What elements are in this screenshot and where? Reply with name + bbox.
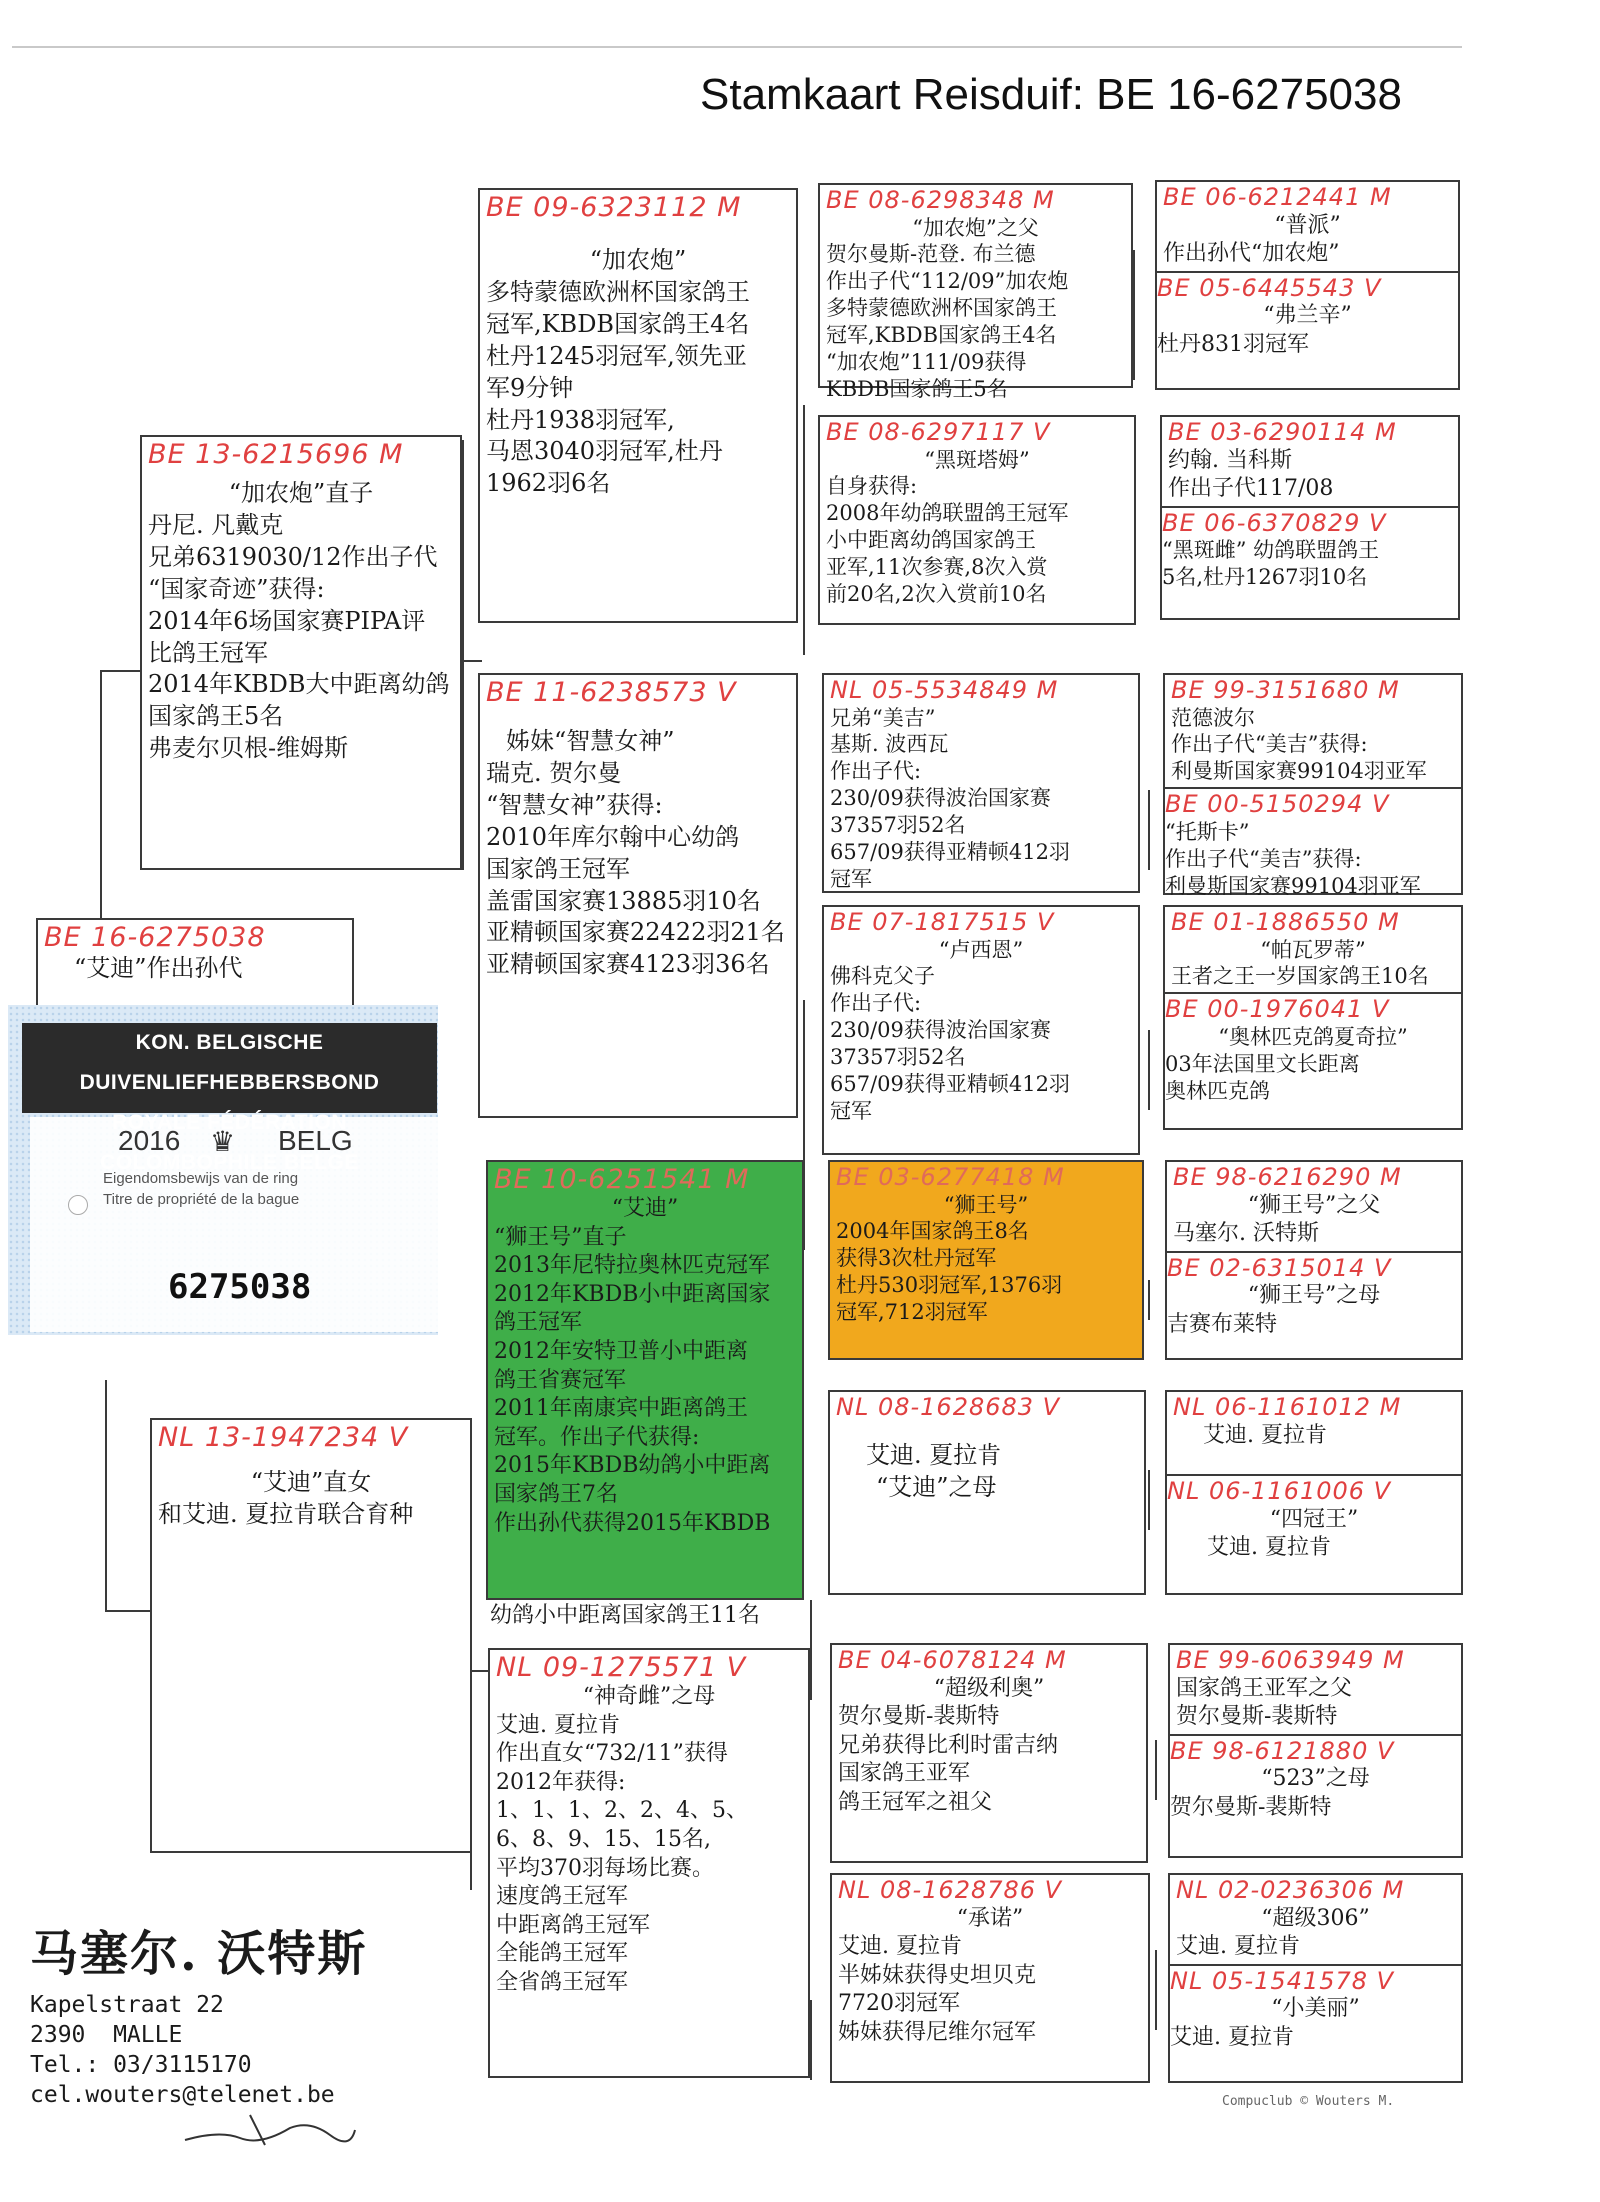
breeder-address [30, 1990, 335, 2110]
punch-hole [68, 1195, 88, 1215]
g3b-line: 利曼斯国家赛99104羽亚军 [1165, 873, 1421, 898]
ss-line: 军9分钟 [486, 373, 574, 402]
dss-line: 获得3次杜丹冠军 [836, 1246, 997, 1271]
g7b-line: “523”之母 [1261, 1766, 1370, 1792]
dds-box [830, 1643, 1148, 1863]
connector [1133, 250, 1135, 380]
dds-line: 国家鸽王亚军 [838, 1761, 971, 1787]
card-text2: Titre de propriété de la bague [103, 1191, 300, 1208]
breeder-name: 马塞尔. 沃特斯 [30, 1926, 368, 1982]
connector [462, 440, 464, 870]
sire-line: 比鸽王冠军 [148, 638, 268, 667]
g8a-line: 艾迪. 夏拉肯 [1176, 1934, 1300, 1960]
sdd-line: 657/09获得亚精顿412羽 [830, 1071, 1070, 1096]
g1a-line: “普派” [1274, 212, 1341, 238]
sd-line: 瑞克. 贺尔曼 [486, 758, 622, 787]
subject-note: “艾迪”作出孙代 [74, 954, 243, 983]
dd-line: 速度鸽王冠军 [496, 1884, 629, 1910]
sds-line: 基斯. 波西瓦 [830, 732, 949, 757]
sds-line: 37357羽52名 [830, 813, 966, 838]
sss-line: 冠军,KBDB国家鸽王4名 [826, 323, 1057, 348]
g4a-ring: BE 01-1886550 M [1171, 908, 1400, 936]
dss-line: 杜丹530羽冠军,1376羽 [836, 1273, 1063, 1298]
g6a-ring: NL 06-1161012 M [1173, 1393, 1402, 1421]
sss-box [818, 183, 1133, 401]
dss-line: 冠军,712羽冠军 [836, 1300, 988, 1325]
dd-line: 作出直女“732/11”获得 [496, 1741, 728, 1767]
ss-line: 杜丹1938羽冠军, [486, 405, 675, 434]
g6b-line: “四冠王” [1269, 1506, 1359, 1532]
sds-line: 兄弟“美吉” [830, 705, 936, 730]
g4a-line: 王者之王一岁国家鸽王10名 [1171, 964, 1429, 989]
sds-line: 作出子代: [830, 759, 922, 784]
connector [1155, 1740, 1157, 1800]
sss-line: 贺尔曼斯-范登. 布兰德 [826, 242, 1036, 267]
g2a-ring: BE 03-6290114 M [1168, 418, 1397, 446]
ss-line: 1962羽6名 [486, 469, 611, 498]
dd-ring: NL 09-1275571 V [496, 1652, 747, 1683]
sd-line: 盖雷国家赛13885羽10名 [486, 886, 761, 915]
g7b-ring: BE 98-6121880 V [1170, 1736, 1395, 1765]
dsd-ring: NL 08-1628683 V [836, 1393, 1061, 1421]
crown-icon: ♛ [210, 1125, 236, 1158]
ds-line: 2012年KBDB小中距离国家 [494, 1281, 771, 1307]
ds-line: 鸽王省赛冠军 [494, 1367, 627, 1393]
page-title: Stamkaart Reisduif: BE 16-6275038 [700, 70, 1402, 119]
g8b-ring: NL 05-1541578 V [1170, 1966, 1395, 1995]
connector [810, 1600, 812, 1700]
g1a-ring: BE 06-6212441 M [1163, 183, 1392, 211]
sire-line: “加农炮”直子 [228, 479, 374, 508]
ring-certificate-card [8, 1005, 438, 1335]
dss-ring: BE 03-6277418 M [836, 1163, 1065, 1191]
connector [1148, 790, 1150, 870]
sire-line: 2014年KBDB大中距离幼鸽 [148, 670, 450, 699]
sds-line: 冠军 [830, 866, 872, 891]
ds-line: 2012年安特卫普小中距离 [494, 1339, 748, 1365]
sdd-box [822, 905, 1140, 1155]
dd-line: 全省鸽王冠军 [496, 1969, 629, 1995]
g3b-ring: BE 00-5150294 V [1165, 790, 1390, 819]
g5a-line: 马塞尔. 沃特斯 [1173, 1221, 1319, 1247]
sdd-line: 37357羽52名 [830, 1045, 966, 1070]
g4b-ring: BE 00-1976041 V [1165, 995, 1390, 1024]
sdd-ring: BE 07-1817515 V [830, 908, 1055, 936]
sss-ring: BE 08-6298348 M [826, 186, 1055, 214]
sd-line: 国家鸽王冠军 [486, 854, 630, 883]
g4a-line: “帕瓦罗蒂” [1260, 937, 1366, 962]
dss-line: 2004年国家鸽王8名 [836, 1219, 1029, 1244]
g2a-line: 作出子代117/08 [1168, 476, 1334, 502]
dd-line: 1、1、1、2、2、4、5、 [496, 1798, 748, 1824]
dsd-line: “艾迪”之母 [876, 1472, 997, 1501]
dds-ring: BE 04-6078124 M [838, 1646, 1067, 1674]
dam-line: 和艾迪. 夏拉肯联合育种 [158, 1499, 414, 1528]
ss-ring: BE 09-6323112 M [486, 192, 742, 223]
dd-line: “神奇雌”之母 [582, 1684, 716, 1710]
g5a-line: “狮王号”之父 [1247, 1192, 1381, 1218]
g7b-line: 贺尔曼斯-裴斯特 [1170, 1794, 1332, 1820]
ssd-line: 亚军,11次参赛,8次入赏 [826, 555, 1048, 580]
dam-ring: NL 13-1947234 V [158, 1422, 409, 1453]
sire-line: 国家鸽王5名 [148, 702, 284, 731]
dd-line: 中距离鸽王冠军 [496, 1912, 651, 1938]
g2b-line: 5名,杜丹1267羽10名 [1162, 565, 1368, 590]
sire-line: 丹尼. 凡戴克 [148, 510, 284, 539]
ds-line: 2015年KBDB幼鸽小中距离 [494, 1453, 771, 1479]
ds-ring: BE 10-6251541 M [494, 1164, 750, 1195]
sire-line: 兄弟6319030/12作出子代 [148, 542, 438, 571]
dd-line: 2012年获得: [496, 1769, 626, 1795]
g2a-line: 约翰. 当科斯 [1168, 447, 1292, 473]
g3a-line: 作出子代“美吉”获得: [1171, 732, 1368, 757]
subject-ring: BE 16-6275038 [44, 922, 266, 953]
ddd-box [830, 1873, 1150, 2083]
sire-line: 弗麦尔贝根-维姆斯 [148, 734, 349, 763]
g7a-line: 贺尔曼斯-裴斯特 [1176, 1704, 1338, 1730]
ds-line: 冠军。作出子代获得: [494, 1424, 700, 1450]
dd-line: 艾迪. 夏拉肯 [496, 1712, 620, 1738]
sd-line: 亚精顿国家赛4123羽36名 [486, 950, 770, 979]
sss-line: “加农炮”111/09获得 [826, 349, 1027, 374]
sdd-line: 230/09获得波治国家赛 [830, 1018, 1051, 1043]
ds-line: 2013年尼特拉奥林匹克冠军 [494, 1253, 770, 1279]
sd-box [478, 673, 798, 1118]
top-rule [12, 46, 1462, 48]
ddd-line: 姊妹获得尼维尔冠军 [838, 2019, 1037, 2045]
connector [810, 2000, 812, 2080]
ddd-line: 半姊妹获得史坦贝克 [838, 1962, 1037, 1988]
ds-line: “狮王号”直子 [494, 1224, 627, 1250]
ddd-line: “承诺” [956, 1905, 1024, 1931]
ds-line: “艾迪” [611, 1196, 679, 1222]
g3b-line: 作出子代“美吉”获得: [1165, 846, 1362, 871]
g1-box [1155, 180, 1460, 390]
g8-box [1168, 1873, 1463, 2083]
ddd-ring: NL 08-1628786 V [838, 1876, 1063, 1904]
card-line1: KON. BELGISCHE DUIVENLIEFHEBBERSBOND [79, 1031, 380, 1094]
sd-ring: BE 11-6238573 V [486, 677, 737, 708]
dsd-box [828, 1390, 1146, 1595]
g7-box [1168, 1643, 1463, 1858]
connector [1148, 1280, 1150, 1320]
connector [1148, 1030, 1150, 1110]
ds-overflow-line: 幼鸽小中距离国家鸽王11名 [490, 1603, 760, 1628]
g5b-line: “狮王号”之母 [1247, 1283, 1381, 1309]
g2b-ring: BE 06-6370829 V [1162, 508, 1387, 537]
address-line: 2390 MALLE [30, 2022, 183, 2048]
ds-line: 鸽王冠军 [494, 1310, 583, 1336]
ss-box [478, 188, 798, 623]
connector [803, 405, 805, 655]
ssd-line: 自身获得: [826, 474, 918, 499]
dsd-line: 艾迪. 夏拉肯 [866, 1440, 1002, 1469]
ddd-line: 7720羽冠军 [838, 1991, 960, 2017]
ss-line: 马恩3040羽冠军,杜丹 [486, 437, 723, 466]
ssd-line: “黑斑塔姆” [924, 447, 1030, 472]
ds-line: 国家鸽王7名 [494, 1481, 618, 1507]
connector [105, 1380, 107, 1610]
g5b-ring: BE 02-6315014 V [1167, 1253, 1392, 1282]
connector [105, 1610, 153, 1612]
g3a-line: 利曼斯国家赛99104羽亚军 [1171, 759, 1427, 784]
footer-credit: Compuclub © Wouters M. [1222, 2094, 1395, 2109]
sd-line: 亚精顿国家赛22422羽21名 [486, 918, 785, 947]
sire-box [140, 435, 462, 870]
g6a-line: 艾迪. 夏拉肯 [1203, 1422, 1327, 1448]
ssd-box [818, 415, 1136, 625]
sds-ring: NL 05-5534849 M [830, 676, 1059, 704]
sss-line: 作出子代“112/09”加农炮 [826, 269, 1069, 294]
connector [100, 670, 102, 930]
connector [470, 1670, 488, 1672]
ssd-line: 小中距离幼鸽国家鸽王 [826, 528, 1036, 553]
sds-box [822, 673, 1140, 893]
g8a-line: “超级306” [1261, 1905, 1370, 1931]
dd-line: 6、8、9、15、15名, [496, 1827, 711, 1853]
g4b-line: 奥林匹克鸽 [1165, 1078, 1270, 1103]
ds-line: 作出孙代获得2015年KBDB [494, 1510, 771, 1536]
connector [462, 660, 482, 662]
address-line: Kapelstraat 22 [30, 1992, 224, 2018]
g3a-line: 范德波尔 [1171, 705, 1255, 730]
ssd-line: 前20名,2次入赏前10名 [826, 581, 1047, 606]
sss-line: KBDB国家鸽王5名 [826, 376, 1008, 401]
ssd-line: 2008年幼鸽联盟鸽王冠军 [826, 501, 1069, 526]
connector [1155, 1950, 1157, 2030]
address-line: cel.wouters@telenet.be [30, 2082, 335, 2108]
ds-box [486, 1160, 804, 1600]
address-line: Tel.: 03/3115170 [30, 2052, 252, 2078]
card-number: 6275038 [168, 1267, 312, 1307]
sdd-line: 冠军 [830, 1098, 872, 1123]
g3a-ring: BE 99-3151680 M [1171, 676, 1400, 704]
g1b-line: “弗兰辛” [1263, 303, 1352, 329]
dss-line: “狮王号” [943, 1192, 1029, 1217]
ddd-line: 艾迪. 夏拉肯 [838, 1934, 962, 1960]
g1b-line: 杜丹831羽冠军 [1157, 331, 1309, 357]
signature-scribble [180, 2110, 360, 2150]
g7a-ring: BE 99-6063949 M [1176, 1646, 1405, 1674]
dd-line: 全能鸽王冠军 [496, 1941, 629, 1967]
card-year: 2016 [118, 1125, 181, 1156]
sd-line: 姊妹“智慧女神” [506, 727, 675, 756]
sire-line: 2014年6场国家赛PIPA评 [148, 606, 426, 635]
g4b-line: 03年法国里文长距离 [1165, 1051, 1360, 1076]
g8a-ring: NL 02-0236306 M [1176, 1876, 1405, 1904]
g2b-line: “黑斑雌” 幼鸽联盟鸽王 [1162, 538, 1380, 563]
g4-box [1163, 905, 1463, 1130]
sss-line: “加农炮”之父 [912, 215, 1039, 240]
subject-box [36, 918, 354, 1008]
g8b-line: “小美丽” [1271, 1996, 1360, 2022]
ds-line: 2011年南康宾中距离鸽王 [494, 1396, 748, 1422]
connector [100, 670, 144, 672]
card-header [22, 1023, 437, 1113]
sd-line: 2010年库尔翰中心幼鸽 [486, 822, 740, 851]
dss-box [828, 1160, 1144, 1360]
g8b-line: 艾迪. 夏拉肯 [1170, 2024, 1294, 2050]
g4b-line: “奥林匹克鸽夏奇拉” [1218, 1024, 1408, 1049]
dd-line: 平均370羽每场比赛。 [496, 1855, 714, 1881]
g1b-ring: BE 05-6445543 V [1157, 273, 1382, 302]
sire-ring: BE 13-6215696 M [148, 439, 404, 470]
sire-line: “国家奇迹”获得: [148, 574, 325, 603]
g6b-ring: NL 06-1161006 V [1167, 1477, 1392, 1506]
sds-line: 657/09获得亚精顿412羽 [830, 839, 1070, 864]
connector [1148, 1470, 1150, 1530]
g5-box [1165, 1160, 1463, 1360]
card-country: BELG [278, 1125, 353, 1156]
sdd-line: “卢西恩” [938, 937, 1024, 962]
dds-line: “超级利奥” [933, 1675, 1045, 1701]
sds-line: 230/09获得波治国家赛 [830, 786, 1051, 811]
sdd-line: 作出子代: [830, 991, 922, 1016]
dam-box [150, 1418, 472, 1853]
dd-box [488, 1648, 810, 2078]
g3-box [1163, 673, 1463, 898]
ss-line: 杜丹1245羽冠军,领先亚 [486, 341, 747, 370]
dds-line: 鸽王冠军之祖父 [838, 1789, 993, 1815]
g3b-line: “托斯卡” [1165, 819, 1250, 844]
sd-line: “智慧女神”获得: [486, 790, 663, 819]
sss-line: 多特蒙德欧洲杯国家鸽王 [826, 296, 1057, 321]
card-text1: Eigendomsbewijs van de ring [103, 1170, 299, 1187]
g7a-line: 国家鸽王亚军之父 [1176, 1675, 1353, 1701]
g6-box [1165, 1390, 1463, 1595]
g5a-ring: BE 98-6216290 M [1173, 1163, 1402, 1191]
dds-line: 兄弟获得比利时雷吉纳 [838, 1732, 1059, 1758]
ss-line: 多特蒙德欧洲杯国家鸽王 [486, 277, 750, 306]
g6b-line: 艾迪. 夏拉肯 [1207, 1535, 1331, 1561]
dam-line: “艾迪”直女 [250, 1468, 372, 1497]
g1a-line: 作出孙代“加农炮” [1163, 241, 1340, 267]
ssd-ring: BE 08-6297117 V [826, 418, 1051, 446]
g5b-line: 吉赛布莱特 [1167, 1311, 1278, 1337]
sdd-line: 佛科克父子 [830, 964, 935, 989]
ss-line: “加农炮” [589, 246, 687, 275]
g2-box [1160, 415, 1460, 620]
dds-line: 贺尔曼斯-裴斯特 [838, 1704, 1000, 1730]
ss-line: 冠军,KBDB国家鸽王4名 [486, 309, 750, 338]
